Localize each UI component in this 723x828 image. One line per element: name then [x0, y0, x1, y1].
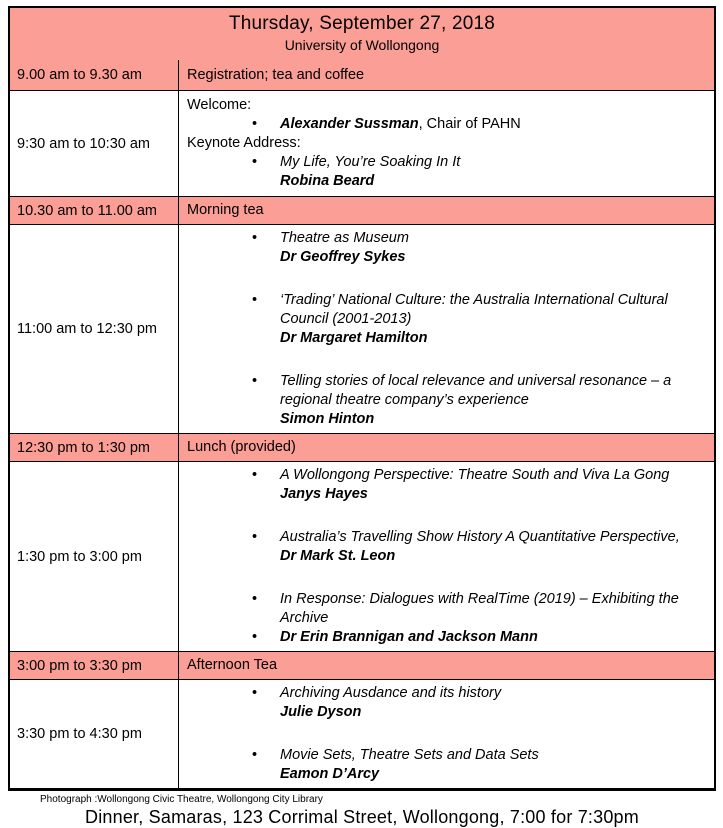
speaker-name: Simon Hinton	[280, 411, 375, 427]
text-segment: , Chair of PAHN	[418, 116, 521, 132]
speaker-name: Robina Beard	[280, 173, 375, 189]
section-label: Keynote Address:	[187, 135, 301, 151]
text-segment: Alexander Sussman	[280, 116, 419, 132]
text-segment: Dr Erin Brannigan and Jackson Mann	[280, 629, 538, 645]
agenda-item	[187, 684, 706, 722]
schedule-row-session	[10, 90, 714, 196]
agenda-item	[187, 291, 706, 348]
speaker-name: Julie Dyson	[280, 704, 362, 720]
item-title-line	[280, 372, 706, 410]
agenda-item	[187, 528, 706, 566]
agenda-item	[187, 590, 706, 628]
bullet-icon: •	[252, 747, 258, 763]
schedule-rows	[10, 60, 714, 788]
text-segment: ‘Trading’ National Culture: the Australia International Cultural Council (2001-2013)	[280, 292, 668, 327]
text-segment: Movie Sets, Theatre Sets and Data Sets	[280, 747, 539, 763]
session-cell	[179, 91, 714, 196]
item-title-line	[280, 528, 706, 547]
table-header	[10, 8, 714, 60]
speaker-name: Eamon D’Arcy	[280, 766, 380, 782]
agenda-item	[187, 466, 706, 504]
agenda-item	[187, 115, 706, 134]
item-title-line	[280, 115, 706, 134]
session-cell	[179, 225, 714, 433]
bullet-icon: •	[252, 116, 258, 132]
session-cell	[179, 680, 714, 788]
speaker-name: Dr Geoffrey Sykes	[280, 249, 406, 265]
speaker-name: Janys Hayes	[280, 486, 368, 502]
break-label: Morning tea	[187, 202, 264, 218]
item-title-line	[280, 153, 706, 172]
text-segment: In Response: Dialogues with RealTime (2019) – Exhibiting the Archive	[280, 591, 679, 626]
text-segment: Telling stories of local relevance and universal resonance – a regional theatre company’s experience	[280, 373, 672, 408]
schedule-row-session	[10, 224, 714, 433]
break-label-cell	[179, 434, 714, 461]
time-cell: 1:30 pm to 3:00 pm	[10, 462, 179, 651]
break-label: Afternoon Tea	[187, 657, 278, 673]
session-cell	[179, 462, 714, 651]
agenda-item	[187, 372, 706, 429]
bullet-icon: •	[252, 154, 258, 170]
schedule-row-break	[10, 651, 714, 679]
schedule-row-session	[10, 461, 714, 651]
time-cell: 9:30 am to 10:30 am	[10, 91, 179, 196]
bullet-icon: •	[252, 629, 258, 645]
time-cell: 9.00 am to 9.30 am	[10, 60, 179, 90]
text-segment: Archiving Ausdance and its history	[280, 685, 502, 701]
break-label: Registration; tea and coffee	[187, 66, 365, 83]
item-title-line	[280, 291, 706, 329]
item-title-line	[280, 628, 706, 647]
agenda-item	[187, 153, 706, 191]
bullet-icon: •	[252, 292, 258, 308]
bullet-icon: •	[252, 373, 258, 389]
schedule-row-break	[10, 196, 714, 224]
speaker-name: Dr Mark St. Leon	[280, 548, 396, 564]
agenda-item	[187, 628, 706, 647]
text-segment: A Wollongong Perspective: Theatre South and Viva La Gong	[280, 467, 670, 483]
schedule-row-break	[10, 433, 714, 461]
bullet-icon: •	[252, 685, 258, 701]
time-cell: 11:00 am to 12:30 pm	[10, 225, 179, 433]
text-segment: Theatre as Museum	[280, 230, 409, 246]
break-label: Lunch (provided)	[187, 439, 296, 455]
schedule-row-break	[10, 60, 714, 90]
break-label-cell	[179, 652, 714, 679]
section-label: Welcome:	[187, 97, 252, 113]
bullet-icon: •	[252, 591, 258, 607]
item-title-line	[280, 590, 706, 628]
schedule-table	[8, 6, 716, 791]
break-label-cell	[179, 60, 714, 90]
time-cell: 3:30 pm to 4:30 pm	[10, 680, 179, 788]
item-title-line	[280, 229, 706, 248]
text-segment: Australia’s Travelling Show History A Quantitative Perspective,	[280, 529, 680, 545]
photo-credit: Photograph :Wollongong Civic Theatre, Wollongong City Library	[40, 794, 323, 805]
schedule-row-session	[10, 679, 714, 788]
text-segment: My Life, You’re Soaking In It	[280, 154, 461, 170]
time-cell: 12:30 pm to 1:30 pm	[10, 434, 179, 461]
bullet-icon: •	[252, 230, 258, 246]
event-venue-subtitle: University of Wollongong	[284, 37, 440, 53]
bullet-icon: •	[252, 467, 258, 483]
bullet-icon: •	[252, 529, 258, 545]
item-title-line	[280, 684, 706, 703]
time-cell: 10.30 am to 11.00 am	[10, 197, 179, 224]
break-label-cell	[179, 197, 714, 224]
event-date-title: Thursday, September 27, 2018	[228, 13, 496, 34]
time-cell: 3:00 pm to 3:30 pm	[10, 652, 179, 679]
agenda-item	[187, 229, 706, 267]
speaker-name: Dr Margaret Hamilton	[280, 330, 428, 346]
dinner-note: Dinner, Samaras, 123 Corrimal Street, Wollongong, 7:00 for 7:30pm	[85, 807, 639, 827]
agenda-item	[187, 746, 706, 784]
item-title-line	[280, 466, 706, 485]
item-title-line	[280, 746, 706, 765]
